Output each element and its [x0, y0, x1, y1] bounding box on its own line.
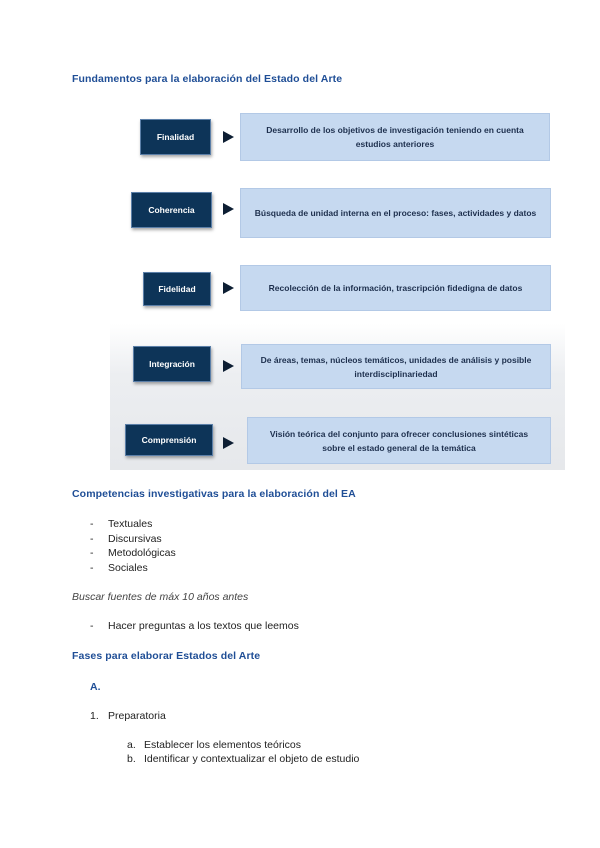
fundamentos-diagram: [110, 104, 565, 470]
section-title-competencias: Competencias investigativas para la elaboración del EA: [72, 488, 356, 500]
arrow-right-icon: [223, 131, 234, 143]
competencias-list: [90, 517, 176, 575]
arrow-right-icon: [223, 282, 234, 294]
sub-item-text: Identificar y contextualizar el objeto de estudio: [144, 753, 360, 765]
arrow-right-icon: [223, 203, 234, 215]
diagram-desc-fidelidad: Recolección de la información, trascripción fidedigna de datos: [240, 265, 551, 311]
section-title-fases: Fases para elaborar Estados del Arte: [72, 650, 261, 662]
list-item: - Textuales: [90, 518, 153, 530]
arrow-right-icon: [223, 360, 234, 372]
step-number: 1.: [90, 710, 99, 722]
sub-item-marker: a.: [127, 739, 136, 751]
diagram-label-integracion: Integración: [133, 346, 211, 382]
diagram-desc-comprension: Visión teórica del conjunto para ofrecer conclusiones sintéticas sobre el estado general de la temática: [247, 417, 551, 464]
diagram-desc-finalidad: Desarrollo de los objetivos de investigación teniendo en cuenta estudios anteriores: [240, 113, 550, 161]
diagram-label-fidelidad: Fidelidad: [143, 272, 211, 306]
list-item: - Hacer preguntas a los textos que leemos: [90, 620, 299, 632]
list-item: - Sociales: [90, 561, 148, 574]
sub-item-marker: b.: [127, 753, 136, 765]
preguntas-list: [90, 619, 299, 634]
note-text: Buscar fuentes de máx 10 años antes: [72, 591, 249, 603]
arrow-right-icon: [223, 437, 234, 449]
diagram-desc-coherencia: Búsqueda de unidad interna en el proceso: fases, actividades y datos: [240, 188, 551, 238]
sub-item-text: Establecer los elementos teóricos: [144, 739, 301, 751]
section-title-fundamentos: Fundamentos para la elaboración del Estado del Arte: [72, 73, 343, 85]
list-item: - Metodológicas: [90, 547, 176, 559]
list-item: - Discursivas: [90, 532, 162, 545]
step-label: Preparatoria: [108, 710, 166, 722]
fases-subheading: A.: [90, 681, 101, 693]
diagram-label-coherencia: Coherencia: [131, 192, 212, 228]
diagram-label-comprension: Comprensión: [125, 424, 213, 456]
diagram-desc-integracion: De áreas, temas, núcleos temáticos, unidades de análisis y posible interdisciplinariedad: [241, 344, 551, 389]
diagram-label-finalidad: Finalidad: [140, 119, 211, 155]
